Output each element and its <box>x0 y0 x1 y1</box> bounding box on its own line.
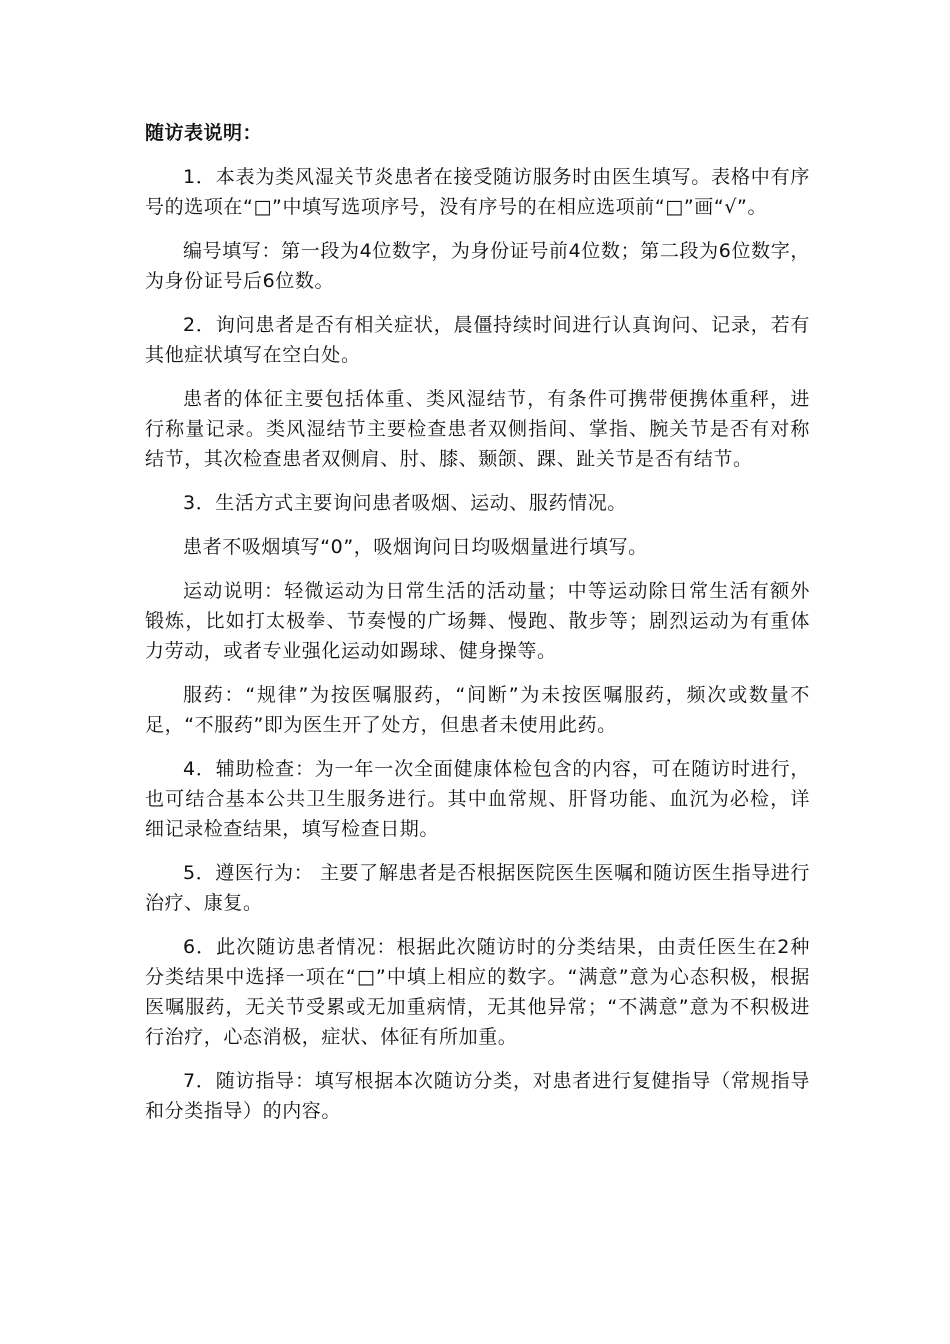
paragraph-signs: 患者的体征主要包括体重、类风湿结节，有条件可携带便携体重秤，进行称量记录。类风湿结节主要检查患者双侧指间、掌指、腕关节是否有对称结节，其次检查患者双侧肩、肘、膝、颞颌、踝、趾关节是否有结节。 <box>145 388 810 470</box>
paragraph-2-symptoms: 2．询问患者是否有相关症状，晨僵持续时间进行认真询问、记录，若有其他症状填写在空白处。 <box>145 314 810 366</box>
paragraph-7-guidance: 7．随访指导：填写根据本次随访分类，对患者进行复健指导（常规指导和分类指导）的内容。 <box>145 1070 810 1122</box>
paragraph-4-auxiliary-exam: 4．辅助检查：为一年一次全面健康体检包含的内容，可在随访时进行，也可结合基本公共卫生服务进行。其中血常规、肝肾功能、血沉为必检，详细记录检查结果，填写检查日期。 <box>145 758 810 840</box>
paragraph-6-patient-status: 6．此次随访患者情况：根据此次随访时的分类结果，由责任医生在2种分类结果中选择一项在“□”中填上相应的数字。“满意”意为心态积极，根据医嘱服药，无关节受累或无加重病情，无其他异常；“不满意”意为不积极进行治疗，心态消极，症状、体征有所加重。 <box>145 936 810 1048</box>
document-body <box>145 118 810 1140</box>
paragraph-id-number: 编号填写：第一段为4位数字，为身份证号前4位数；第二段为6位数字，为身份证号后6位数。 <box>145 240 810 292</box>
paragraph-exercise: 运动说明：轻微运动为日常生活的活动量；中等运动除日常生活有额外锻炼，比如打太极拳、节奏慢的广场舞、慢跑、散步等；剧烈运动为有重体力劳动，或者专业强化运动如踢球、健身操等。 <box>145 580 810 662</box>
paragraph-smoking: 患者不吸烟填写“0”，吸烟询问日均吸烟量进行填写。 <box>183 536 648 558</box>
document-title: 随访表说明： <box>145 122 263 144</box>
paragraph-1-instructions: 1．本表为类风湿关节炎患者在接受随访服务时由医生填写。表格中有序号的选项在“□”中填写选项序号，没有序号的在相应选项前“□”画“√”。 <box>145 166 810 218</box>
paragraph-5-compliance: 5．遵医行为： 主要了解患者是否根据医院医生医嘱和随访医生指导进行治疗、康复。 <box>145 862 810 914</box>
paragraph-3-lifestyle: 3．生活方式主要询问患者吸烟、运动、服药情况。 <box>183 492 627 514</box>
paragraph-medication: 服药：“规律”为按医嘱服药，“间断”为未按医嘱服药，频次或数量不足，“不服药”即为医生开了处方，但患者未使用此药。 <box>145 684 810 736</box>
